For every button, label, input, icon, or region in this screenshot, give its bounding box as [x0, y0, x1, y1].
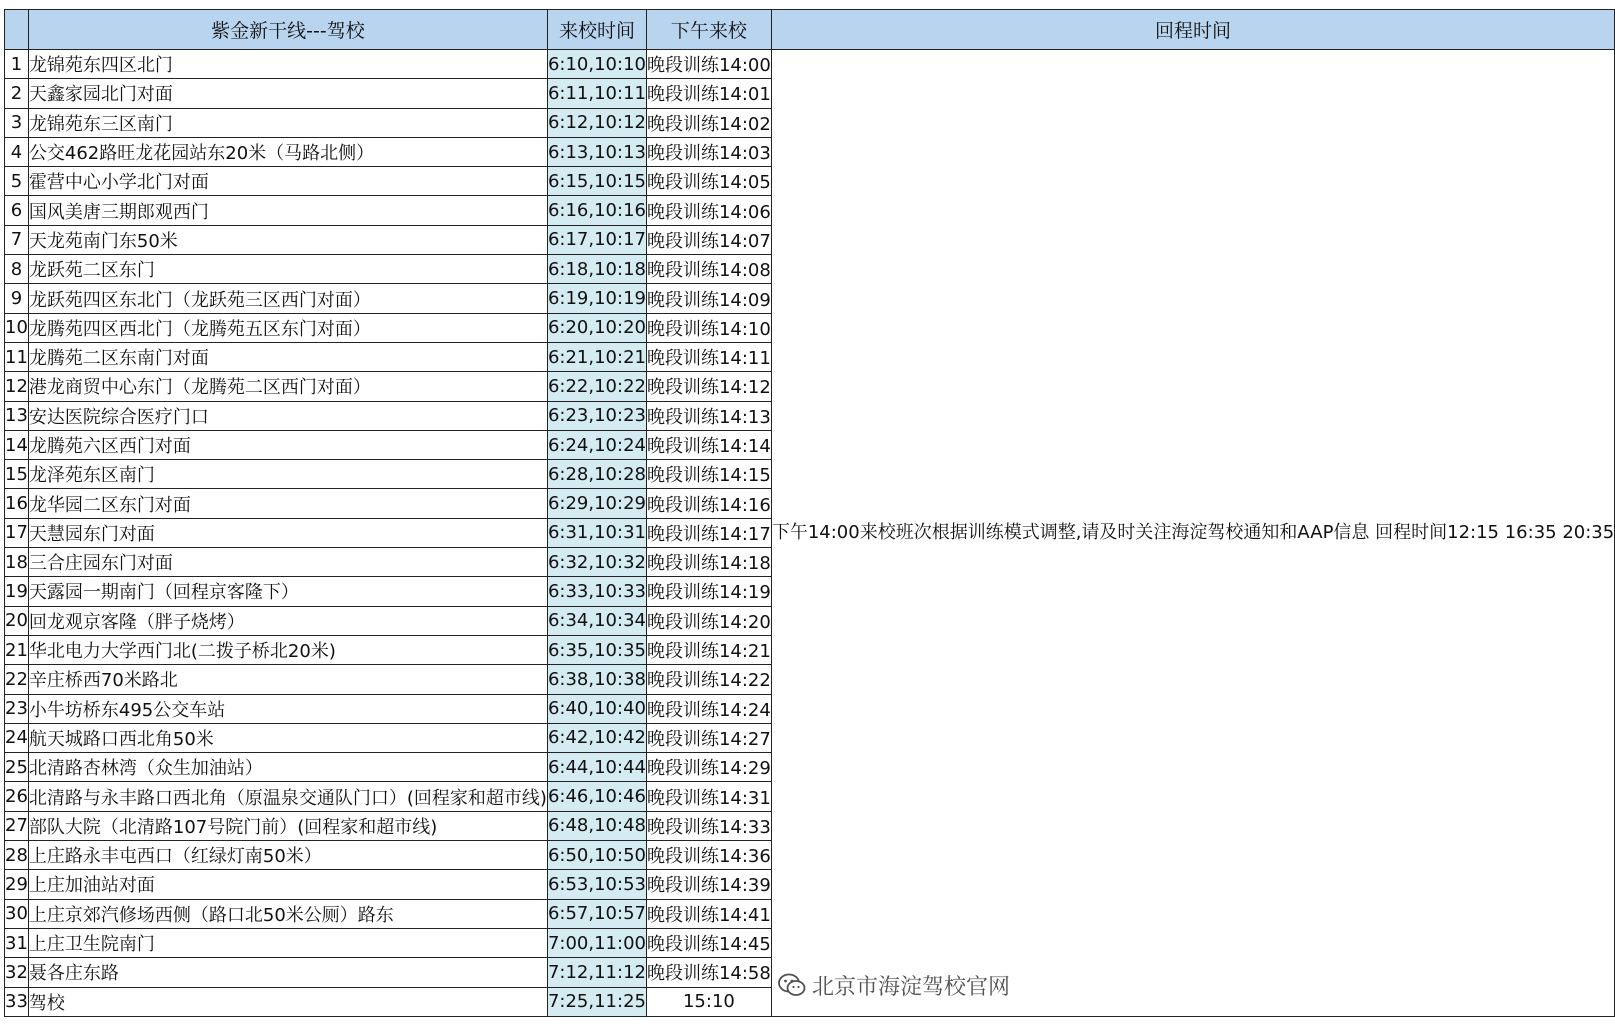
- schedule-sheet: [4, 9, 1615, 1017]
- afternoon-time: 晚段训练14:11: [646, 342, 771, 371]
- header-afternoon-time: 下午来校: [646, 10, 771, 50]
- row-number: 17: [5, 518, 29, 547]
- morning-time: 6:29,10:29: [547, 489, 646, 518]
- row-number: 27: [5, 811, 29, 840]
- header-row: [5, 10, 1615, 50]
- stop-name: 公交462路旺龙花园站东20米（马路北侧）: [28, 137, 547, 166]
- stop-name: 龙腾苑六区西门对面: [28, 430, 547, 459]
- morning-time: 6:15,10:15: [547, 167, 646, 196]
- row-number: 8: [5, 255, 29, 284]
- row-number: 18: [5, 548, 29, 577]
- afternoon-time: 晚段训练14:20: [646, 606, 771, 635]
- morning-time: 6:20,10:20: [547, 313, 646, 342]
- header-route: 紫金新干线---驾校: [28, 10, 547, 50]
- row-number: 28: [5, 841, 29, 870]
- morning-time: 6:57,10:57: [547, 899, 646, 928]
- afternoon-time: 晚段训练14:45: [646, 928, 771, 957]
- row-number: 4: [5, 137, 29, 166]
- afternoon-time: 晚段训练14:39: [646, 870, 771, 899]
- row-number: 11: [5, 342, 29, 371]
- morning-time: 6:44,10:44: [547, 753, 646, 782]
- morning-time: 6:17,10:17: [547, 225, 646, 254]
- afternoon-time: 晚段训练14:33: [646, 811, 771, 840]
- row-number: 2: [5, 79, 29, 108]
- stop-name: 龙腾苑二区东南门对面: [28, 342, 547, 371]
- afternoon-time: 晚段训练14:16: [646, 489, 771, 518]
- morning-time: 6:11,10:11: [547, 79, 646, 108]
- bus-schedule-table: [4, 9, 1615, 1017]
- table-row: [5, 50, 1615, 79]
- afternoon-time: 晚段训练14:08: [646, 255, 771, 284]
- stop-name: 天鑫家园北门对面: [28, 79, 547, 108]
- afternoon-time: 晚段训练14:31: [646, 782, 771, 811]
- stop-name: 龙跃苑四区东北门（龙跃苑三区西门对面）: [28, 284, 547, 313]
- header-return-time: 回程时间: [771, 10, 1614, 50]
- morning-time: 6:32,10:32: [547, 548, 646, 577]
- row-number: 29: [5, 870, 29, 899]
- wechat-icon: [778, 972, 806, 998]
- afternoon-time: 晚段训练14:07: [646, 225, 771, 254]
- afternoon-time: 晚段训练14:02: [646, 108, 771, 137]
- header-index: [5, 10, 29, 50]
- afternoon-time: 晚段训练14:13: [646, 401, 771, 430]
- watermark-text: 北京市海淀驾校官网: [812, 974, 1011, 1000]
- stop-name: 天慧园东门对面: [28, 518, 547, 547]
- morning-time: 6:28,10:28: [547, 460, 646, 489]
- afternoon-time: 晚段训练14:22: [646, 665, 771, 694]
- row-number: 5: [5, 167, 29, 196]
- row-number: 24: [5, 723, 29, 752]
- row-number: 7: [5, 225, 29, 254]
- header-morning-time: 来校时间: [547, 10, 646, 50]
- morning-time: 6:35,10:35: [547, 635, 646, 664]
- morning-time: 6:19,10:19: [547, 284, 646, 313]
- stop-name: 上庄加油站对面: [28, 870, 547, 899]
- row-number: 32: [5, 958, 29, 987]
- morning-time: 6:13,10:13: [547, 137, 646, 166]
- stop-name: 聂各庄东路: [28, 958, 547, 987]
- morning-time: 6:31,10:31: [547, 518, 646, 547]
- row-number: 20: [5, 606, 29, 635]
- stop-name: 航天城路口西北角50米: [28, 723, 547, 752]
- afternoon-time: 晚段训练14:15: [646, 460, 771, 489]
- row-number: 9: [5, 284, 29, 313]
- stop-name: 天露园一期南门（回程京客隆下）: [28, 577, 547, 606]
- schedule-body: [5, 50, 1615, 1017]
- stop-name: 龙锦苑东三区南门: [28, 108, 547, 137]
- morning-time: 6:23,10:23: [547, 401, 646, 430]
- morning-time: 6:18,10:18: [547, 255, 646, 284]
- morning-time: 6:16,10:16: [547, 196, 646, 225]
- watermark: [778, 968, 1010, 1002]
- afternoon-time: 晚段训练14:36: [646, 841, 771, 870]
- row-number: 26: [5, 782, 29, 811]
- afternoon-time: 15:10: [646, 987, 771, 1016]
- afternoon-time: 晚段训练14:18: [646, 548, 771, 577]
- morning-time: 6:46,10:46: [547, 782, 646, 811]
- row-number: 3: [5, 108, 29, 137]
- row-number: 22: [5, 665, 29, 694]
- stop-name: 龙华园二区东门对面: [28, 489, 547, 518]
- morning-time: 6:34,10:34: [547, 606, 646, 635]
- row-number: 21: [5, 635, 29, 664]
- stop-name: 龙腾苑四区西北门（龙腾苑五区东门对面）: [28, 313, 547, 342]
- morning-time: 6:40,10:40: [547, 694, 646, 723]
- afternoon-time: 晚段训练14:00: [646, 50, 771, 79]
- afternoon-time: 晚段训练14:17: [646, 518, 771, 547]
- stop-name: 上庄卫生院南门: [28, 928, 547, 957]
- afternoon-time: 晚段训练14:06: [646, 196, 771, 225]
- morning-time: 7:12,11:12: [547, 958, 646, 987]
- stop-name: 龙锦苑东四区北门: [28, 50, 547, 79]
- stop-name: 港龙商贸中心东门（龙腾苑二区西门对面）: [28, 372, 547, 401]
- morning-time: 6:22,10:22: [547, 372, 646, 401]
- morning-time: 6:50,10:50: [547, 841, 646, 870]
- stop-name: 国风美唐三期郎观西门: [28, 196, 547, 225]
- stop-name: 小牛坊桥东495公交车站: [28, 694, 547, 723]
- stop-name: 回龙观京客隆（胖子烧烤）: [28, 606, 547, 635]
- row-number: 33: [5, 987, 29, 1016]
- stop-name: 安达医院综合医疗门口: [28, 401, 547, 430]
- row-number: 10: [5, 313, 29, 342]
- row-number: 14: [5, 430, 29, 459]
- morning-time: 6:24,10:24: [547, 430, 646, 459]
- stop-name: 三合庄园东门对面: [28, 548, 547, 577]
- morning-time: 6:10,10:10: [547, 50, 646, 79]
- morning-time: 6:42,10:42: [547, 723, 646, 752]
- row-number: 16: [5, 489, 29, 518]
- row-number: 15: [5, 460, 29, 489]
- stop-name: 上庄京郊汽修场西侧（路口北50米公厕）路东: [28, 899, 547, 928]
- stop-name: 北清路杏林湾（众生加油站）: [28, 753, 547, 782]
- afternoon-time: 晚段训练14:10: [646, 313, 771, 342]
- morning-time: 7:00,11:00: [547, 928, 646, 957]
- afternoon-time: 晚段训练14:24: [646, 694, 771, 723]
- afternoon-time: 晚段训练14:01: [646, 79, 771, 108]
- row-number: 6: [5, 196, 29, 225]
- afternoon-time: 晚段训练14:05: [646, 167, 771, 196]
- stop-name: 上庄路永丰屯西口（红绿灯南50米）: [28, 841, 547, 870]
- stop-name: 霍营中心小学北门对面: [28, 167, 547, 196]
- row-number: 31: [5, 928, 29, 957]
- afternoon-time: 晚段训练14:09: [646, 284, 771, 313]
- row-number: 12: [5, 372, 29, 401]
- row-number: 30: [5, 899, 29, 928]
- morning-time: 6:38,10:38: [547, 665, 646, 694]
- stop-name: 北清路与永丰路口西北角（原温泉交通队门口）(回程家和超市线): [28, 782, 547, 811]
- afternoon-time: 晚段训练14:14: [646, 430, 771, 459]
- morning-time: 6:33,10:33: [547, 577, 646, 606]
- afternoon-time: 晚段训练14:29: [646, 753, 771, 782]
- afternoon-time: 晚段训练14:58: [646, 958, 771, 987]
- row-number: 19: [5, 577, 29, 606]
- afternoon-time: 晚段训练14:03: [646, 137, 771, 166]
- stop-name: 部队大院（北清路107号院门前）(回程家和超市线): [28, 811, 547, 840]
- morning-time: 7:25,11:25: [547, 987, 646, 1016]
- stop-name: 龙跃苑二区东门: [28, 255, 547, 284]
- return-note: 下午14:00来校班次根据训练模式调整,请及时关注海淀驾校通知和AAP信息 回程时间12:15 16:35 20:35: [771, 50, 1614, 1017]
- stop-name: 天龙苑南门东50米: [28, 225, 547, 254]
- morning-time: 6:48,10:48: [547, 811, 646, 840]
- afternoon-time: 晚段训练14:21: [646, 635, 771, 664]
- morning-time: 6:21,10:21: [547, 342, 646, 371]
- row-number: 25: [5, 753, 29, 782]
- row-number: 13: [5, 401, 29, 430]
- stop-name: 驾校: [28, 987, 547, 1016]
- afternoon-time: 晚段训练14:12: [646, 372, 771, 401]
- stop-name: 华北电力大学西门北(二拨子桥北20米): [28, 635, 547, 664]
- morning-time: 6:12,10:12: [547, 108, 646, 137]
- stop-name: 龙泽苑东区南门: [28, 460, 547, 489]
- afternoon-time: 晚段训练14:27: [646, 723, 771, 752]
- afternoon-time: 晚段训练14:41: [646, 899, 771, 928]
- morning-time: 6:53,10:53: [547, 870, 646, 899]
- stop-name: 辛庄桥西70米路北: [28, 665, 547, 694]
- afternoon-time: 晚段训练14:19: [646, 577, 771, 606]
- row-number: 23: [5, 694, 29, 723]
- row-number: 1: [5, 50, 29, 79]
